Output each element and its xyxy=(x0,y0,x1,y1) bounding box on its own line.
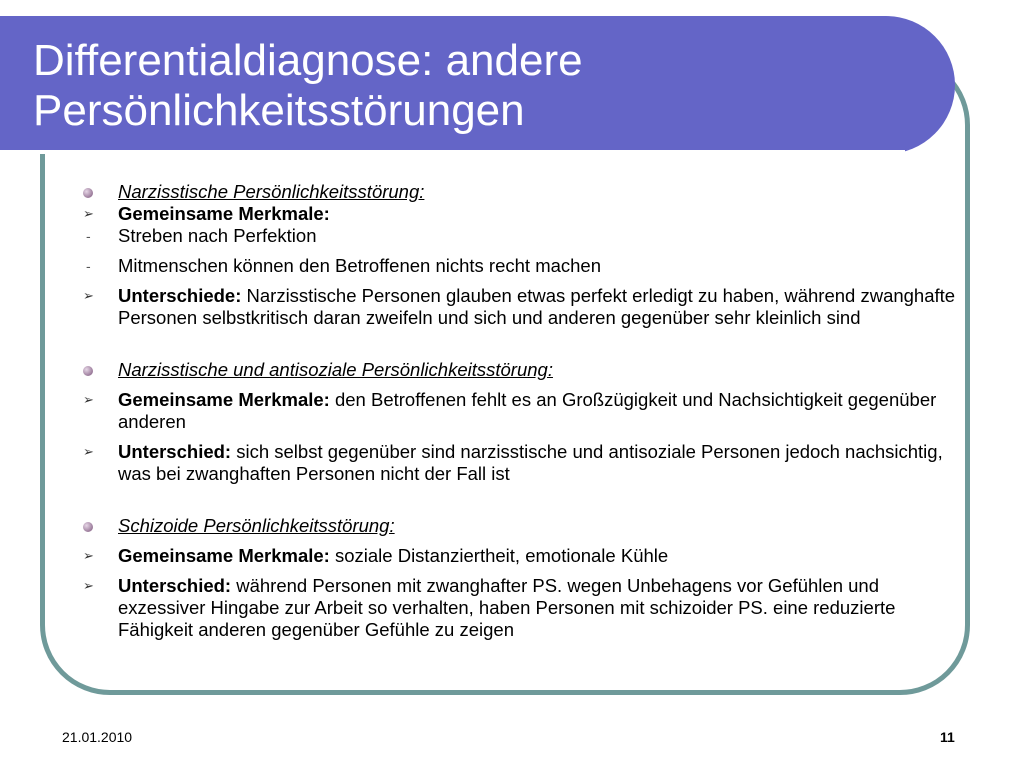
round-bullet-icon xyxy=(80,359,100,381)
arrow-bullet-icon: ➢ xyxy=(83,392,94,407)
differences-label: Unterschiede: xyxy=(118,285,242,306)
dash-item-text: Mitmenschen können den Betroffenen nichts recht machen xyxy=(118,255,602,276)
slide-title xyxy=(33,36,583,136)
round-bullet-icon xyxy=(80,181,100,203)
dash-bullet-icon: - xyxy=(86,228,91,244)
section-heading-text: Schizoide Persönlichkeitsstörung: xyxy=(118,515,395,536)
difference-label: Unterschied: xyxy=(118,441,232,462)
arrow-bullet-icon: ➢ xyxy=(83,578,94,593)
slide-body xyxy=(80,181,960,641)
spacer xyxy=(80,329,960,359)
difference-label: Unterschied: xyxy=(118,575,232,596)
arrow-bullet-icon: ➢ xyxy=(83,444,94,459)
spacer xyxy=(80,537,960,545)
common-features-item xyxy=(80,545,960,567)
footer-date: 21.01.2010 xyxy=(62,729,133,745)
section-heading xyxy=(80,515,960,537)
difference-item xyxy=(80,575,960,641)
spacer xyxy=(80,277,960,285)
arrow-bullet-icon: ➢ xyxy=(83,288,94,303)
page-number: 11 xyxy=(940,729,955,745)
difference-item xyxy=(80,441,960,485)
common-features-item xyxy=(80,389,960,433)
dash-bullet-icon: - xyxy=(86,258,91,274)
section-heading xyxy=(80,181,960,203)
title-underline xyxy=(0,150,905,154)
dash-item-text: Streben nach Perfektion xyxy=(118,225,317,246)
spacer xyxy=(80,247,960,255)
dash-item xyxy=(80,225,960,247)
spacer xyxy=(80,381,960,389)
difference-text: während Personen mit zwanghafter PS. wegen Unbehagens vor Gefühlen und exzessiver Hingabe zur Arbeit so verhalten, haben Personen mit schizoider PS. eine reduzierte Fähigkeit anderen gegenüber Gefühle zu zeigen xyxy=(118,575,896,640)
section-heading xyxy=(80,359,960,381)
title-line-1: Differentialdiagnose: andere xyxy=(33,36,583,85)
differences-text: Narzisstische Personen glauben etwas perfekt erledigt zu haben, während zwanghafte Personen selbstkritisch daran zweifeln und sich und anderen gegenüber sehr kleinlich sind xyxy=(118,285,956,328)
difference-text: sich selbst gegenüber sind narzisstische und antisoziale Personen jedoch nachsichtig, was bei zwanghaften Personen nicht der Fall ist xyxy=(118,441,943,484)
section-heading-text: Narzisstische Persönlichkeitsstörung: xyxy=(118,181,425,202)
common-features-item xyxy=(80,203,960,225)
common-features-label: Gemeinsame Merkmale: xyxy=(118,545,330,566)
title-line-2: Persönlichkeitsstörungen xyxy=(33,86,525,135)
spacer xyxy=(80,485,960,515)
title-band xyxy=(0,16,955,154)
differences-item xyxy=(80,285,960,329)
common-features-label: Gemeinsame Merkmale: xyxy=(118,389,330,410)
spacer xyxy=(80,567,960,575)
common-features-text: den Betroffenen fehlt es an Großzügigkeit und Nachsichtigkeit gegenüber anderen xyxy=(118,389,937,432)
arrow-bullet-icon: ➢ xyxy=(83,548,94,563)
spacer xyxy=(80,433,960,441)
section-heading-text: Narzisstische und antisoziale Persönlichkeitsstörung: xyxy=(118,359,553,380)
dash-item xyxy=(80,255,960,277)
common-features-label: Gemeinsame Merkmale: xyxy=(118,203,330,224)
arrow-bullet-icon: ➢ xyxy=(83,206,94,221)
round-bullet-icon xyxy=(80,515,100,537)
common-features-text: soziale Distanziertheit, emotionale Kühle xyxy=(334,545,669,566)
